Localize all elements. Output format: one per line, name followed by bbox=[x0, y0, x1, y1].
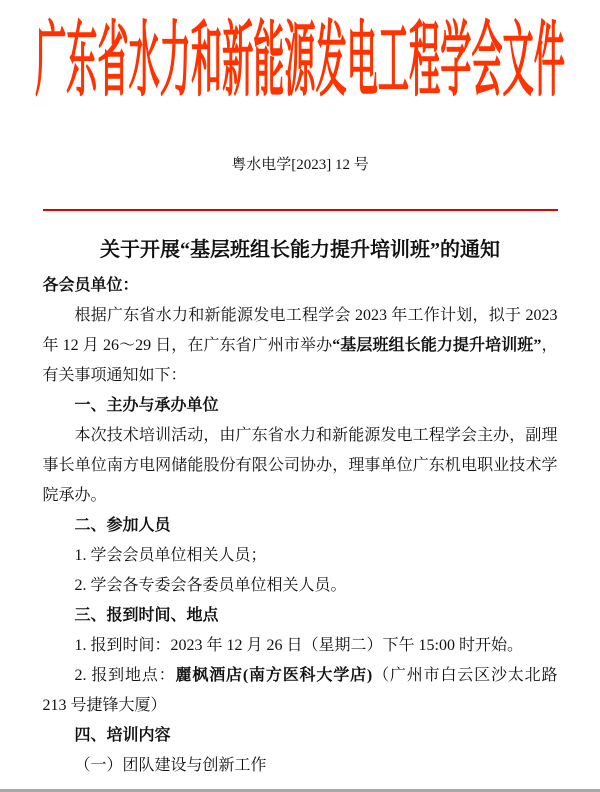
training-class-name: “基层班组长能力提升培训班” bbox=[332, 337, 542, 354]
red-separator bbox=[43, 209, 558, 211]
section-3-item-1: 1. 报到时间：2023 年 12 月 26 日（星期二）下午 15:00 时开始。 bbox=[74, 637, 523, 654]
section-3-item-2 bbox=[43, 661, 558, 721]
section-2-heading: 二、参加人员 bbox=[74, 517, 171, 534]
section-4-item-1: （一）团队建设与创新工作 bbox=[74, 757, 267, 774]
section-4-heading: 四、培训内容 bbox=[74, 727, 171, 744]
document-letterhead bbox=[0, 0, 600, 112]
section-1-heading: 一、主办与承办单位 bbox=[74, 397, 219, 414]
salutation: 各会员单位： bbox=[42, 277, 139, 294]
hotel-name: 麗枫酒店(南方医科大学店) bbox=[175, 667, 373, 684]
intro-text-post: ，有关事项通知如下： bbox=[42, 337, 558, 384]
hotel-address: （广州市白云区沙太北路 213 号捷锋大厦） bbox=[42, 667, 558, 714]
document-number: 粤水电学[2023] 12 号 bbox=[231, 157, 369, 173]
intro-text-pre: 根据广东省水力和新能源发电工程学会 2023 年工作计划，拟于 2023 年 12 月 26～29 日，在广东省广州市举办 bbox=[42, 307, 558, 354]
section-1-paragraph: 本次技术培训活动，由广东省水力和新能源发电工程学会主办，副理事长单位南方电网储能股份有限公司协办，理事单位广东机电职业技术学院承办。 bbox=[42, 427, 558, 504]
document-body bbox=[43, 271, 558, 781]
section-3-heading: 三、报到时间、地点 bbox=[74, 607, 219, 624]
letterhead-title: 广东省水力和新能源发电工程学会文件 bbox=[35, 15, 565, 106]
notice-title: 关于开展“基层班组长能力提升培训班”的通知 bbox=[100, 239, 500, 261]
section-2-item-1: 1. 学会会员单位相关人员； bbox=[74, 547, 267, 564]
checkin-location-label: 2. 报到地点： bbox=[74, 667, 176, 684]
intro-paragraph bbox=[43, 301, 558, 391]
section-2-item-2: 2. 学会各专委会各委员单位相关人员。 bbox=[74, 577, 347, 594]
